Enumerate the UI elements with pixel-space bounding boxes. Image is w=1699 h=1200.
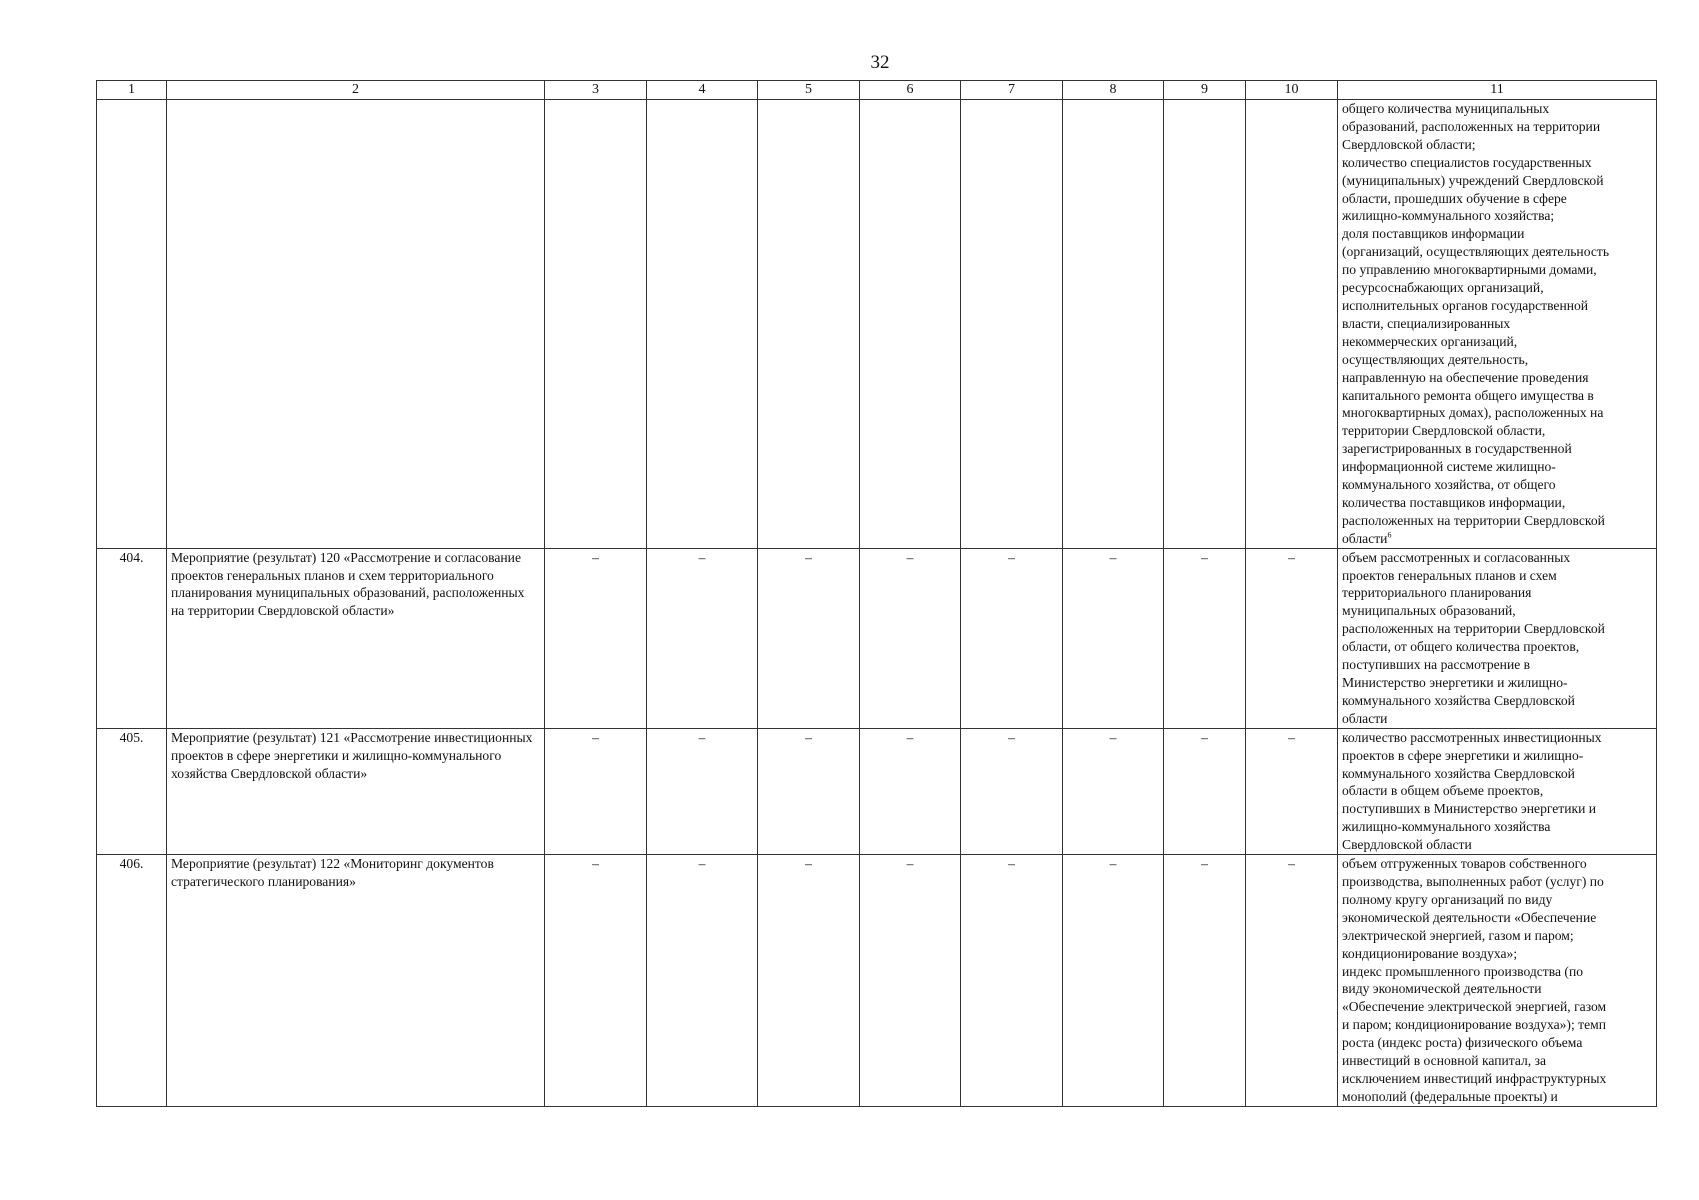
value-cell: – [1246,548,1338,728]
measures-table [96,80,1657,1107]
indicator-cell: объем отгруженных товаров собственного производства, выполненных работ (услуг) по полному кругу организаций по виду экономической деятельности «Обеспечение электрической энергией, газом и паром; кондиционирование воздуха»; индекс промышленного производства (по виду экономической деятельности «Обеспечение электрической энергией, газом и паром; кондиционирование воздуха»); темп роста (индекс роста) физического объема инвестиций в основной капитал, за исключением инвестиций инфраструктурных монополий (федеральные проекты) и [1338,855,1657,1107]
table-cell [647,100,758,549]
column-header-4: 4 [647,81,758,100]
value-cell: – [545,855,647,1107]
row-number: 405. [97,728,167,854]
value-cell: – [1246,855,1338,1107]
table-cell [545,100,647,549]
measure-description: Мероприятие (результат) 121 «Рассмотрение инвестиционных проектов в сфере энергетики и жилищно-коммунального хозяйства Свердловской области» [167,728,545,854]
table-cell [961,100,1063,549]
measure-description: Мероприятие (результат) 120 «Рассмотрение и согласование проектов генеральных планов и схем территориального планирования муниципальных образований, расположенных на территории Свердловской области» [167,548,545,728]
value-cell: – [961,728,1063,854]
column-header-9: 9 [1164,81,1246,100]
column-header-8: 8 [1063,81,1164,100]
indicator-cell [1338,100,1657,549]
table-row-405 [97,728,1657,854]
value-cell: – [961,548,1063,728]
table-row-406 [97,855,1657,1107]
value-cell: – [1164,855,1246,1107]
column-header-3: 3 [545,81,647,100]
value-cell: – [647,855,758,1107]
value-cell: – [961,855,1063,1107]
value-cell: – [1164,728,1246,854]
column-header-11: 11 [1338,81,1657,100]
table-cell [860,100,961,549]
table-cell [1063,100,1164,549]
value-cell: – [860,855,961,1107]
indicator-text: общего количества муниципальных образований, расположенных на территории Свердловской области; количество специалистов государственных (муниципальных) учреждений Свердловской области, прошедших обучение в сфере жилищно-коммунального хозяйства; доля поставщиков информации (организаций, осуществляющих деятельность по управлению многоквартирными домами, ресурсоснабжающих организаций, исполнительных органов государственной власти, специализированных некоммерческих организаций, осуществляющих деятельность, направленную на обеспечение проведения капитального ремонта общего имущества в многоквартирных домах), расположенных на территории Свердловской области, зарегистрированных в государственной информационной системе жилищно- коммунального хозяйства, от общего количества поставщиков информации, расположенных на территории Свердловской области [1342,101,1610,546]
table-cell [1164,100,1246,549]
value-cell: – [758,548,860,728]
value-cell: – [1063,548,1164,728]
table-row-404 [97,548,1657,728]
column-header-10: 10 [1246,81,1338,100]
table-cell [167,100,545,549]
measure-description: Мероприятие (результат) 122 «Мониторинг документов стратегического планирования» [167,855,545,1107]
column-header-1: 1 [97,81,167,100]
column-header-6: 6 [860,81,961,100]
row-number: 404. [97,548,167,728]
value-cell: – [647,728,758,854]
row-number: 406. [97,855,167,1107]
value-cell: – [1164,548,1246,728]
footnote-marker: 6 [1387,530,1392,540]
table-cell [1246,100,1338,549]
value-cell: – [758,728,860,854]
table-row-continuation [97,100,1657,549]
value-cell: – [1246,728,1338,854]
indicator-cell: объем рассмотренных и согласованных проектов генеральных планов и схем территориального планирования муниципальных образований, расположенных на территории Свердловской области, от общего количества проектов, поступивших на рассмотрение в Министерство энергетики и жилищно- коммунального хозяйства Свердловской области [1338,548,1657,728]
column-header-2: 2 [167,81,545,100]
table-cell [97,100,167,549]
column-header-7: 7 [961,81,1063,100]
indicator-cell: количество рассмотренных инвестиционных проектов в сфере энергетики и жилищно- коммунального хозяйства Свердловской области в общем объеме проектов, поступивших в Министерство энергетики и жилищно-коммунального хозяйства Свердловской области [1338,728,1657,854]
value-cell: – [860,548,961,728]
value-cell: – [860,728,961,854]
value-cell: – [545,548,647,728]
value-cell: – [1063,728,1164,854]
header-row [97,81,1657,100]
value-cell: – [758,855,860,1107]
page-number: 32 [870,52,890,73]
table-cell [758,100,860,549]
column-header-5: 5 [758,81,860,100]
value-cell: – [545,728,647,854]
value-cell: – [647,548,758,728]
value-cell: – [1063,855,1164,1107]
